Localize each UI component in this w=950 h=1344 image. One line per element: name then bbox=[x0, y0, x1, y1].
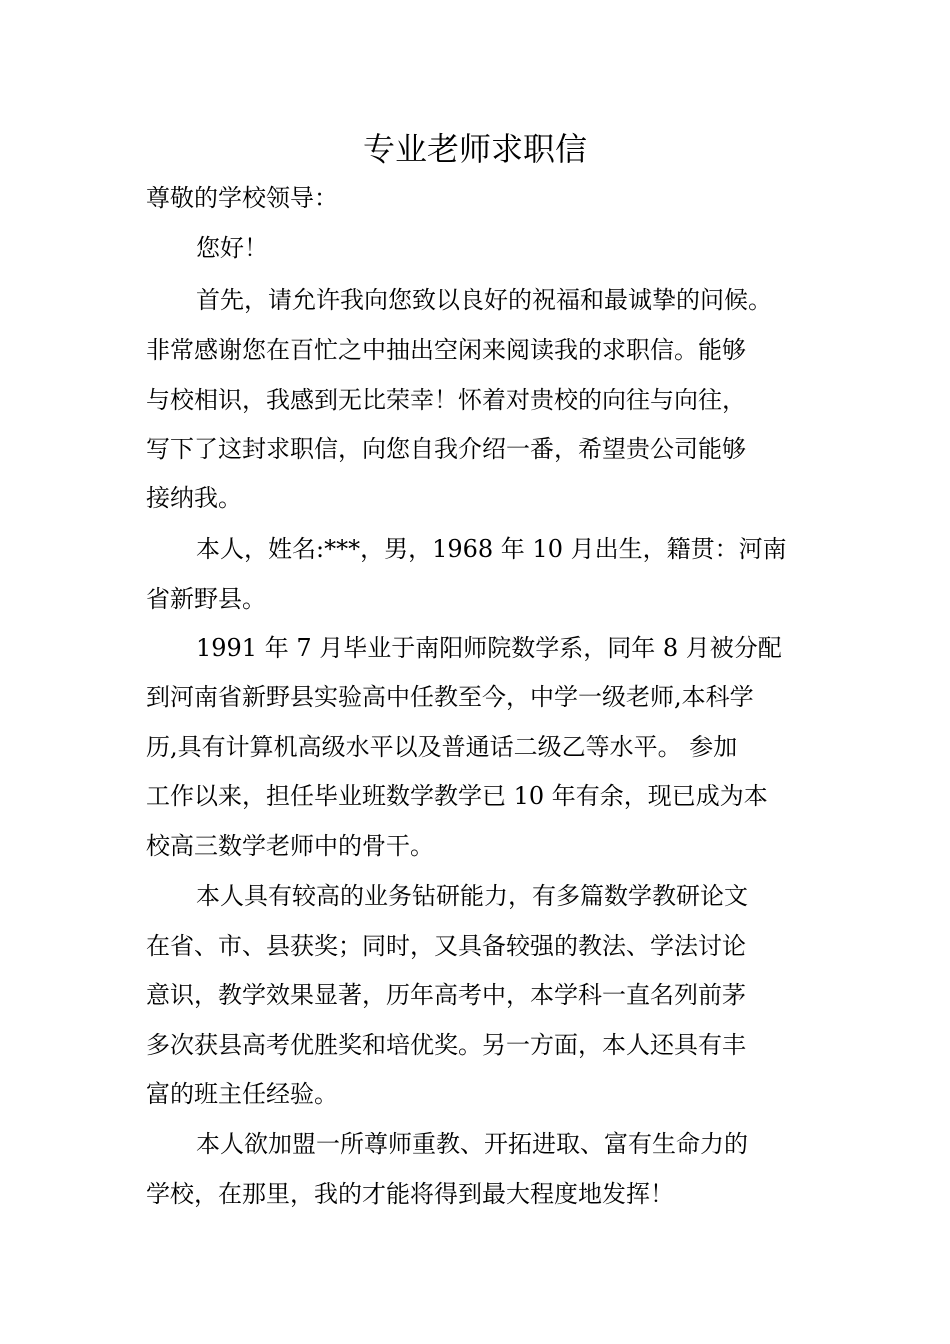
paragraph-4-line-5: 富的班主任经验。 bbox=[146, 1080, 338, 1108]
paragraph-5-line-2: 学校，在那里，我的才能将得到最大程度地发挥！ bbox=[146, 1180, 674, 1208]
document-title: 专业老师求职信 bbox=[362, 130, 587, 168]
paragraph-4-line-1: 本人具有较高的业务钻研能力，有多篇数学教研论文 bbox=[196, 882, 748, 910]
paragraph-4-line-4: 多次获县高考优胜奖和培优奖。另一方面，本人还具有丰 bbox=[146, 1031, 746, 1059]
paragraph-2-line-2: 省新野县。 bbox=[146, 585, 266, 613]
paragraph-4-line-2: 在省、市、县获奖；同时，又具备较强的教法、学法讨论 bbox=[146, 932, 746, 960]
paragraph-1-line-5: 接纳我。 bbox=[146, 484, 242, 512]
paragraph-3-line-3: 历,具有计算机高级水平以及普通话二级乙等水平。 参加 bbox=[146, 733, 738, 761]
paragraph-2-line-1: 本人，姓名:***，男，1968 年 10 月出生，籍贯：河南 bbox=[196, 535, 787, 563]
paragraph-1-line-4: 写下了这封求职信，向您自我介绍一番，希望贵公司能够 bbox=[146, 435, 746, 463]
paragraph-3-line-1: 1991 年 7 月毕业于南阳师院数学系，同年 8 月被分配 bbox=[196, 634, 782, 662]
paragraph-1-line-2: 非常感谢您在百忙之中抽出空闲来阅读我的求职信。能够 bbox=[146, 336, 746, 364]
salutation: 尊敬的学校领导： bbox=[146, 184, 338, 212]
paragraph-1-line-1: 首先，请允许我向您致以良好的祝福和最诚挚的问候。 bbox=[196, 286, 772, 314]
paragraph-3-line-5: 校高三数学老师中的骨干。 bbox=[146, 832, 434, 860]
paragraph-3-line-4: 工作以来，担任毕业班数学教学已 10 年有余，现已成为本 bbox=[146, 782, 768, 810]
paragraph-4-line-3: 意识，教学效果显著，历年高考中，本学科一直名列前茅 bbox=[146, 981, 746, 1009]
paragraph-3-line-2: 到河南省新野县实验高中任教至今，中学一级老师,本科学 bbox=[146, 683, 754, 711]
paragraph-1-line-3: 与校相识，我感到无比荣幸！怀着对贵校的向往与向往， bbox=[146, 386, 746, 414]
paragraph-5-line-1: 本人欲加盟一所尊师重教、开拓进取、富有生命力的 bbox=[196, 1130, 748, 1158]
greeting: 您好！ bbox=[196, 234, 268, 262]
